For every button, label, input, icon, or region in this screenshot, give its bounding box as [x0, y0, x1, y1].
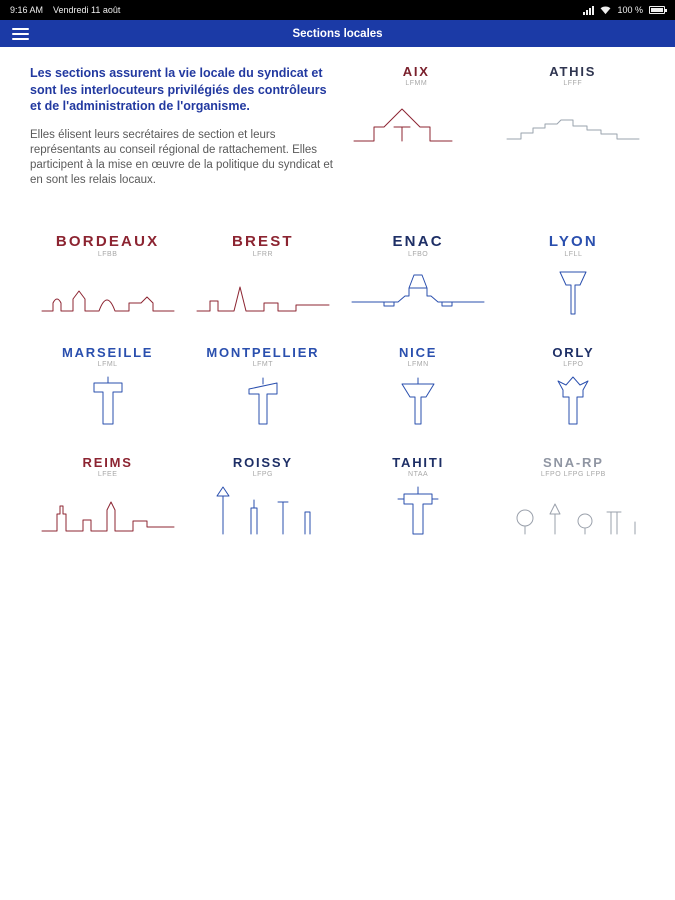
section-code: LFMM [405, 80, 428, 88]
section-name: ROISSY [232, 454, 293, 470]
section-code: LFBB [97, 251, 118, 259]
orly-skyline-icon [503, 372, 643, 430]
montpellier-skyline-icon [193, 372, 333, 430]
marseille-skyline-icon [38, 372, 178, 430]
enac-skyline-icon [348, 262, 488, 320]
battery-level: 100 % [617, 5, 643, 15]
nice-skyline-icon [348, 372, 488, 430]
section-code: LFPG [252, 471, 274, 479]
section-code: LFPO [563, 361, 584, 369]
section-code: LFRR [252, 251, 274, 259]
intro-lead: Les sections assurent la vie locale du syndicat et sont les interlocuteurs privilégiés des contrôleurs et de l'administration de l'organisme. [30, 66, 327, 114]
status-time: 9:16 AM [10, 5, 44, 15]
section-tile-nice[interactable] [343, 346, 493, 430]
section-tile-sna-rp[interactable] [498, 456, 648, 540]
nav-bar [0, 20, 675, 47]
section-name: TAHITI [392, 454, 444, 470]
status-date: Vendredi 11 août [53, 5, 121, 15]
snarp-skyline-icon [503, 482, 643, 540]
section-name: MONTPELLIER [206, 344, 320, 360]
status-bar [0, 0, 675, 20]
section-name: ORLY [552, 344, 595, 360]
top-section-tiles [338, 65, 651, 149]
intro-block [30, 65, 338, 188]
section-tile-reims[interactable] [33, 456, 183, 540]
section-tile-bordeaux[interactable] [33, 234, 183, 320]
section-code: LFEE [97, 471, 118, 479]
brest-skyline-icon [193, 262, 333, 320]
section-name: NICE [398, 344, 438, 360]
section-tile-roissy[interactable] [188, 456, 338, 540]
section-name: LYON [548, 232, 598, 250]
signal-icon [583, 6, 594, 15]
section-name: ENAC [392, 232, 444, 250]
athis-skyline-icon [503, 91, 643, 149]
bordeaux-skyline-icon [38, 262, 178, 320]
section-name: AIX [402, 64, 430, 79]
section-tile-athis[interactable] [498, 65, 648, 149]
section-code: LFLL [564, 251, 583, 259]
wifi-icon [600, 6, 611, 15]
section-name: BREST [231, 232, 294, 250]
section-code: LFMN [407, 361, 429, 369]
main-content [0, 47, 675, 540]
section-code: LFML [97, 361, 118, 369]
section-tile-orly[interactable] [498, 346, 648, 430]
section-code: LFBO [407, 251, 429, 259]
section-tile-brest[interactable] [188, 234, 338, 320]
roissy-skyline-icon [193, 482, 333, 540]
sections-grid [30, 234, 651, 540]
section-tile-lyon[interactable] [498, 234, 648, 320]
section-name: ATHIS [549, 64, 597, 79]
battery-icon [649, 6, 665, 14]
section-name: REIMS [82, 454, 133, 470]
intro-body: Elles élisent leurs secrétaires de section et leurs représentants au conseil régional de rattachement. Elles participent à la mise en œuvre de la politique du syndicat et en sont les relais locaux. [30, 128, 333, 186]
lyon-skyline-icon [503, 262, 643, 320]
tahiti-skyline-icon [348, 482, 488, 540]
reims-skyline-icon [38, 482, 178, 540]
page-title: Sections locales [292, 27, 383, 40]
section-name: MARSEILLE [61, 344, 154, 360]
section-tile-aix[interactable] [341, 65, 491, 149]
section-tile-tahiti[interactable] [343, 456, 493, 540]
section-tile-enac[interactable] [343, 234, 493, 320]
section-code: LFPO LFPG LFPB [540, 471, 606, 479]
section-name: BORDEAUX [55, 232, 160, 250]
section-tile-marseille[interactable] [33, 346, 183, 430]
hamburger-menu-icon[interactable] [12, 28, 29, 40]
section-code: LFFF [563, 80, 583, 88]
aix-skyline-icon [346, 91, 486, 149]
section-code: LFMT [252, 361, 274, 369]
section-name: SNA-RP [543, 454, 604, 470]
section-code: NTAA [408, 471, 429, 479]
section-tile-montpellier[interactable] [188, 346, 338, 430]
